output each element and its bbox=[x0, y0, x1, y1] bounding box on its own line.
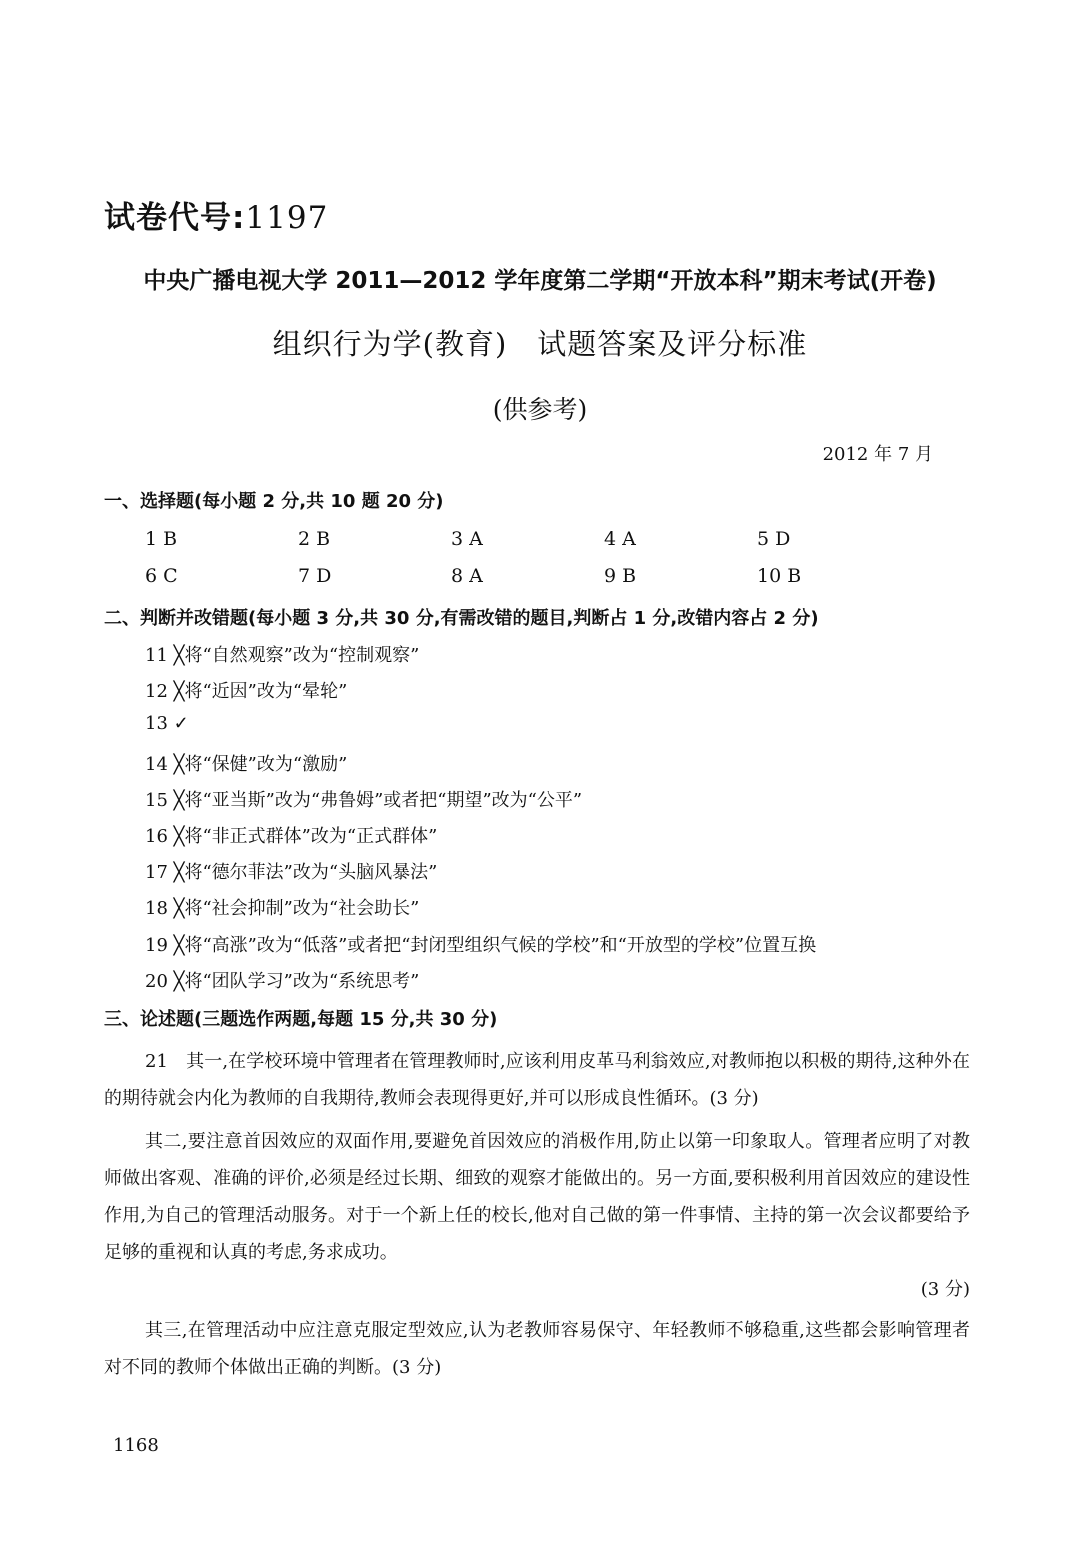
exam-date: 2012 年 7 月 bbox=[822, 444, 933, 465]
essay-paragraph-1: 21 其一,在学校环境中管理者在管理教师时,应该利用皮革马利翁效应,对教师抱以积极的期待,这种外在的期待就会内化为教师的自我期待,教师会表现得更好,并可以形成良性循环。(3 分) bbox=[104, 1051, 970, 1109]
judgment-item: 13 ✓ bbox=[145, 713, 189, 735]
judgment-item: 19 ╳将“高涨”改为“低落”或者把“封闭型组织气候的学校”和“开放型的学校”位置互换 bbox=[145, 934, 817, 956]
judgment-item: 20 ╳将“团队学习”改为“系统思考” bbox=[145, 970, 420, 992]
judgment-item: 12 ╳将“近因”改为“晕轮” bbox=[145, 681, 348, 703]
choice-answer: 7 D bbox=[298, 565, 332, 587]
judgment-item: 14 ╳将“保健”改为“激励” bbox=[145, 753, 348, 775]
essay-paragraph-3: 其三,在管理活动中应注意克服定型效应,认为老教师容易保守、年轻教师不够稳重,这些都会影响管理者对不同的教师个体做出正确的判断。(3 分) bbox=[104, 1320, 970, 1378]
judgment-item: 18 ╳将“社会抑制”改为“社会助长” bbox=[145, 898, 420, 920]
choice-answer: 10 B bbox=[757, 565, 802, 587]
page-number: 1168 bbox=[113, 1435, 159, 1456]
section1-heading: 一、选择题(每小题 2 分,共 10 题 20 分) bbox=[104, 491, 444, 512]
choice-answer: 8 A bbox=[451, 565, 483, 587]
choice-answer: 6 C bbox=[145, 565, 178, 587]
judgment-item: 16 ╳将“非正式群体”改为“正式群体” bbox=[145, 825, 438, 847]
judgment-item: 17 ╳将“德尔菲法”改为“头脑风暴法” bbox=[145, 862, 438, 884]
section3-heading: 三、论述题(三题选作两题,每题 15 分,共 30 分) bbox=[104, 1009, 498, 1030]
judgment-item: 15 ╳将“亚当斯”改为“弗鲁姆”或者把“期望”改为“公平” bbox=[145, 789, 583, 811]
choice-answer: 1 B bbox=[145, 528, 178, 550]
paper-code-number: 1197 bbox=[245, 200, 329, 236]
reference-note: (供参考) bbox=[492, 395, 588, 424]
judgment-item: 11 ╳将“自然观察”改为“控制观察” bbox=[145, 645, 420, 666]
choice-answer: 9 B bbox=[604, 565, 637, 587]
choice-answer: 3 A bbox=[451, 528, 483, 550]
choice-answer: 2 B bbox=[298, 528, 331, 550]
exam-title: 中央广播电视大学 2011—2012 学年度第二学期“开放本科”期末考试(开卷) bbox=[143, 268, 937, 294]
subject-title: 组织行为学(教育) 试题答案及评分标准 bbox=[272, 327, 808, 361]
essay-paragraph-2-score: (3 分) bbox=[920, 1279, 970, 1300]
essay-answer bbox=[104, 1043, 970, 1386]
paper-code bbox=[104, 192, 328, 237]
judgment-answer-list bbox=[145, 641, 816, 1003]
essay-paragraph-2: 其二,要注意首因效应的双面作用,要避免首因效应的消极作用,防止以第一印象取人。管理者应明了对教师做出客观、准确的评价,必须是经过长期、细致的观察才能做出的。另一方面,要积极利用首因效应的建设性作用,为自己的管理活动服务。对于一个新上任的校长,他对自己做的第一件事情、主持的第一次会议都要给予足够的重视和认真的考虑,务求成功。 bbox=[104, 1131, 970, 1263]
choice-answer: 5 D bbox=[757, 528, 791, 550]
section2-heading: 二、判断并改错题(每小题 3 分,共 30 分,有需改错的题目,判断占 1 分,改错内容占 2 分) bbox=[104, 608, 819, 629]
choice-answer: 4 A bbox=[604, 528, 636, 550]
choice-answer-grid bbox=[145, 528, 905, 589]
paper-code-label: 试卷代号: bbox=[104, 200, 246, 236]
